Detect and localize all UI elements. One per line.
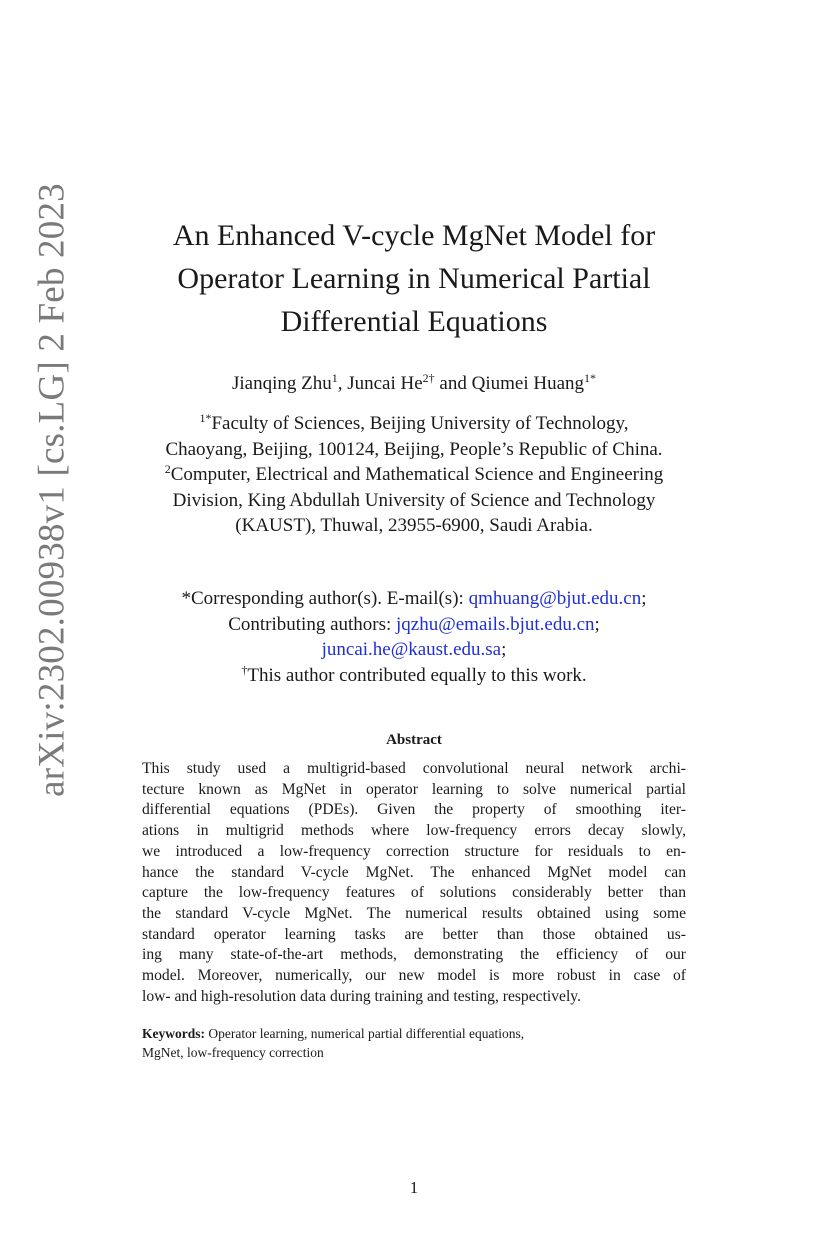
abstract-line: hance the standard V-cycle MgNet. The enhanced MgNet model can	[142, 863, 686, 881]
author-separator: and	[434, 373, 472, 394]
affiliation-text: Faculty of Sciences, Beijing University of Technology,	[211, 413, 629, 434]
separator: ;	[594, 613, 600, 635]
affiliation-line: (KAUST), Thuwal, 23955-6900, Saudi Arabia.	[235, 515, 593, 536]
arxiv-stamp: arXiv:2302.00938v1 [cs.LG] 2 Feb 2023	[31, 183, 73, 797]
affiliation-text: Computer, Electrical and Mathematical Science and Engineering	[170, 464, 664, 485]
page-number: 1	[409, 1178, 419, 1197]
equal-contribution-text: This author contributed equally to this work.	[247, 664, 587, 686]
title-line: An Enhanced V-cycle MgNet Model for	[172, 219, 656, 252]
title-line: Operator Learning in Numerical Partial	[177, 262, 651, 295]
abstract-line: model. Moreover, numerically, our new model is more robust in case of	[142, 967, 686, 985]
affiliations	[100, 411, 728, 539]
affiliation-mark: 2	[164, 462, 171, 476]
paper-title	[120, 214, 708, 343]
contributing-label: Contributing authors:	[228, 613, 397, 635]
author-list	[120, 371, 708, 397]
affiliation-line	[100, 411, 728, 437]
abstract-line: This study used a multigrid-based convolutional neural network archi-	[142, 760, 686, 777]
keywords-text: Operator learning, numerical partial differential equations,	[205, 1026, 525, 1041]
affiliation-line: Chaoyang, Beijing, 100124, Beijing, People’s Republic of China.	[165, 438, 663, 460]
author-name: Qiumei Huang	[471, 373, 585, 394]
abstract-heading: Abstract	[386, 732, 442, 748]
keywords-line: MgNet, low-frequency correction	[142, 1045, 324, 1060]
abstract-line: ations in multigrid methods where low-frequency errors decay slowly,	[142, 822, 686, 840]
abstract-line: differential equations (PDEs). Given the property of smoothing iter-	[142, 801, 686, 819]
contact-block	[100, 586, 728, 688]
author-affiliation-mark: 1*	[584, 371, 597, 385]
dagger-mark: †	[241, 662, 248, 677]
author-name: Juncai He	[347, 373, 423, 394]
author-name: Jianqing Zhu	[231, 373, 332, 394]
abstract-line: low- and high-resolution data during training and testing, respectively.	[142, 987, 581, 1005]
separator: ;	[641, 588, 647, 609]
author-affiliation-mark: 2†	[422, 371, 435, 385]
abstract-line: we introduced a low-frequency correction structure for residuals to en-	[142, 842, 686, 860]
corresponding-label: *Corresponding author(s). E-mail(s):	[181, 588, 469, 609]
email-link[interactable]: jqzhu@emails.bjut.edu.cn	[396, 613, 595, 635]
abstract-line: capture the low-frequency features of solutions considerably better than	[142, 884, 686, 902]
separator: ;	[501, 639, 507, 660]
abstract-line: the standard V-cycle MgNet. The numerical results obtained using some	[142, 904, 686, 922]
affiliation-line	[100, 462, 728, 488]
equal-contribution-note	[100, 663, 728, 689]
affiliation-line: Division, King Abdullah University of Science and Technology	[172, 489, 656, 511]
author-separator: ,	[337, 373, 348, 394]
email-link[interactable]: juncai.he@kaust.edu.sa	[321, 639, 502, 660]
affiliation-mark: 1*	[199, 411, 212, 425]
corresponding-author-line	[100, 586, 728, 612]
abstract-line: ing many state-of-the-art methods, demonstrating the efficiency of our	[142, 946, 686, 964]
email-link[interactable]: qmhuang@bjut.edu.cn	[468, 588, 642, 609]
contributing-authors-line	[100, 637, 728, 663]
abstract-line: standard operator learning tasks are better than those obtained us-	[142, 925, 686, 943]
title-line: Differential Equations	[280, 305, 548, 338]
keywords	[142, 1024, 686, 1062]
author-affiliation-mark: 1	[331, 371, 338, 385]
abstract-text	[142, 759, 686, 1007]
keywords-label: Keywords:	[142, 1026, 205, 1041]
contributing-authors-line	[100, 612, 728, 638]
abstract-line: tecture known as MgNet in operator learning to solve numerical partial	[142, 780, 686, 798]
keywords-line	[142, 1024, 686, 1043]
